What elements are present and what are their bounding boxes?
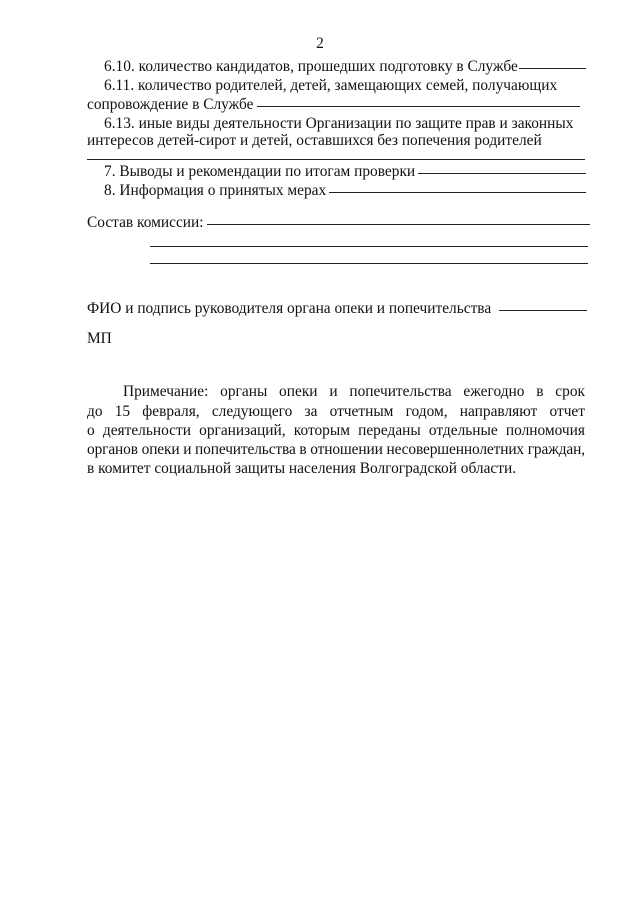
- item-6-11-text-cont: сопровождение в Службе: [87, 96, 254, 113]
- seal-mark: [87, 329, 112, 348]
- item-8-text: 8. Информация о принятых мерах: [104, 182, 327, 199]
- signature-label: ФИО и подпись руководителя органа опеки и попечительства: [87, 300, 492, 317]
- commission-blank-1: [207, 224, 590, 225]
- item-6-10-blank: [519, 68, 586, 69]
- commission-line: [87, 213, 590, 232]
- item-6-13-text: 6.13. иные виды деятельности Организации по защите прав и законных: [104, 115, 574, 132]
- signature-blank: [499, 310, 587, 311]
- item-7-blank: [418, 173, 586, 174]
- page-number: 2: [316, 35, 324, 52]
- commission-label: Состав комиссии:: [87, 214, 204, 231]
- note-line-1: Примечание: органы опеки и попечительства ежегодно в срок: [123, 383, 585, 400]
- item-6-13-blank: [87, 159, 585, 160]
- item-6-13-line2: [87, 131, 582, 150]
- item-8-blank: [329, 192, 586, 193]
- item-6-11-line1: [104, 76, 586, 95]
- item-6-11-line2: [87, 95, 580, 114]
- commission-blank-2: [150, 246, 588, 247]
- item-7-text: 7. Выводы и рекомендации по итогам проверки: [104, 163, 416, 180]
- commission-blank-3: [150, 263, 588, 264]
- item-6-10: [104, 57, 586, 76]
- note-line-3: о деятельности организаций, которым переданы отдельные полномочия: [87, 422, 585, 439]
- item-7: [104, 162, 586, 181]
- signature-line: [87, 299, 587, 318]
- item-8: [104, 181, 586, 200]
- item-6-13-text-cont: интересов детей-сирот и детей, оставшихся без попечения родителей: [87, 132, 542, 149]
- item-6-11-text: 6.11. количество родителей, детей, замещающих семей, получающих: [104, 77, 558, 94]
- note-line-2: до 15 февраля, следующего за отчетным годом, направляют отчет: [87, 403, 585, 420]
- note-line-5: в комитет социальной защиты населения Волгоградской области.: [87, 460, 517, 477]
- item-6-11-blank: [257, 106, 580, 107]
- note-line-4: органов опеки и попечительства в отношении несовершеннолетних граждан,: [87, 441, 585, 458]
- item-6-10-text: 6.10. количество кандидатов, прошедших подготовку в Службе: [104, 58, 518, 75]
- seal-label: МП: [87, 330, 112, 347]
